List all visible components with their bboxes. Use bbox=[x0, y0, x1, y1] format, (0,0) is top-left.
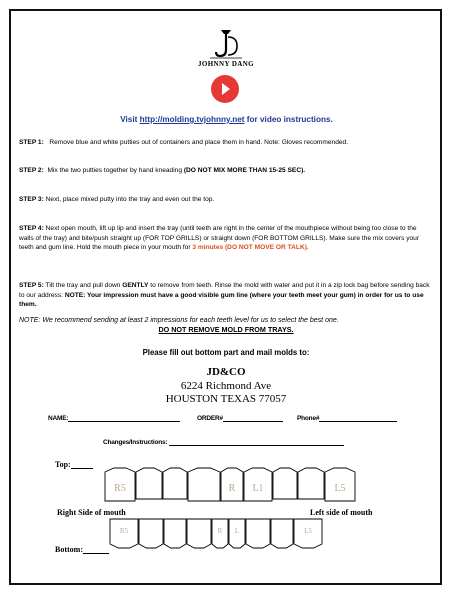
bottom-tooth[interactable] bbox=[294, 519, 322, 548]
mail-instructions: Please fill out bottom part and mail molds to: bbox=[142, 348, 310, 357]
bottom-row-label bbox=[55, 545, 109, 554]
bottom-tooth-label: L5 bbox=[304, 527, 312, 535]
video-link[interactable]: http://molding.tvjohnny.net bbox=[139, 115, 245, 124]
step-2-warning: (DO NOT MIX MORE THAN 15-25 SEC). bbox=[183, 167, 306, 174]
top-tooth-label: R bbox=[228, 483, 236, 494]
step-1-text: Remove blue and white putties out of containers and place them in hand. Note: Gloves recommended. bbox=[49, 139, 349, 146]
visit-suffix: for video instructions. bbox=[244, 115, 333, 124]
top-tooth[interactable] bbox=[105, 468, 135, 501]
step-4-label: STEP 4: bbox=[19, 225, 44, 232]
step-5-note: NOTE: Your impression must have a good visible gum line (where your teeth meet your gum) in order for us to use them. bbox=[19, 291, 424, 308]
top-tooth[interactable] bbox=[163, 468, 187, 499]
brand-name: JOHNNY DANG bbox=[197, 60, 255, 68]
address-street: 6224 Richmond Ave bbox=[180, 380, 272, 392]
bottom-tooth-label: R bbox=[217, 527, 223, 535]
youtube-play-icon[interactable] bbox=[211, 75, 239, 103]
brand-logo bbox=[196, 28, 256, 68]
top-row-label bbox=[55, 460, 93, 469]
step-5 bbox=[19, 281, 433, 310]
step-5-text-a: Tilt the tray and pull down bbox=[45, 282, 123, 289]
changes-field[interactable] bbox=[103, 438, 344, 446]
top-tooth-label: R5 bbox=[114, 483, 126, 494]
bottom-tooth[interactable] bbox=[110, 519, 138, 548]
address-company: JD&CO bbox=[206, 366, 246, 378]
do-not-remove-warning: DO NOT REMOVE MOLD FROM TRAYS. bbox=[158, 325, 294, 334]
top-tooth[interactable] bbox=[273, 468, 297, 499]
recommendation-note: NOTE: We recommend sending at least 2 impressions for each teeth level for us to select the best one. bbox=[19, 317, 339, 324]
step-5-gently: GENTLY bbox=[122, 282, 149, 289]
bottom-quantity-line[interactable] bbox=[83, 546, 109, 554]
bottom-tooth[interactable] bbox=[164, 519, 186, 548]
step-3 bbox=[19, 195, 433, 205]
top-tooth[interactable] bbox=[298, 468, 324, 499]
order-label: ORDER# bbox=[197, 415, 223, 422]
bottom-label: Bottom: bbox=[55, 545, 83, 554]
video-instructions-line bbox=[20, 115, 433, 124]
bottom-tooth[interactable] bbox=[229, 519, 245, 548]
bottom-teeth-chart bbox=[108, 518, 338, 552]
bottom-tooth[interactable] bbox=[139, 519, 163, 548]
step-3-text: Next, place mixed putty into the tray and even out the top. bbox=[45, 196, 215, 203]
step-4 bbox=[19, 224, 433, 253]
step-1 bbox=[19, 138, 433, 148]
step-5-text-b: to remove from teeth. Rinse the mold with water and put it in a zip lock bag before sending back to our address: bbox=[19, 282, 430, 299]
address-city: HOUSTON TEXAS 77057 bbox=[165, 393, 287, 405]
top-quantity-line[interactable] bbox=[71, 461, 93, 469]
step-2 bbox=[19, 166, 433, 176]
phone-input-line[interactable] bbox=[319, 414, 397, 422]
right-side-label: Right Side of mouth bbox=[57, 508, 126, 517]
name-input-line[interactable] bbox=[68, 414, 180, 422]
top-label: Top: bbox=[55, 460, 71, 469]
step-4-duration: 3 minutes (DO NOT MOVE OR TALK) bbox=[192, 244, 307, 251]
top-tooth[interactable] bbox=[136, 468, 162, 499]
visit-prefix: Visit bbox=[120, 115, 140, 124]
bottom-tooth[interactable] bbox=[246, 519, 270, 548]
step-4-text: Next open mouth, lift up lip and insert the tray (until teeth are right in the center of the mouthpiece without being too close to the walls of the tray) and bite/push straight up (FOR TOP GRILLS) or straight down (FOR BOTTOM GRILLS). Make sure the mix covers your teeth and gum line. Hold the mouth piece in your mouth for bbox=[19, 225, 420, 251]
step-4-end: . bbox=[306, 244, 309, 251]
bottom-tooth[interactable] bbox=[212, 519, 228, 548]
order-input-line[interactable] bbox=[223, 414, 283, 422]
bottom-tooth-label: L bbox=[234, 527, 240, 535]
left-side-label: Left side of mouth bbox=[310, 508, 373, 517]
top-teeth-chart bbox=[103, 467, 346, 507]
name-label: NAME: bbox=[48, 415, 69, 422]
top-tooth[interactable] bbox=[221, 468, 243, 501]
top-tooth[interactable] bbox=[188, 468, 220, 501]
step-5-label: STEP 5: bbox=[19, 282, 44, 289]
phone-field[interactable] bbox=[297, 414, 397, 422]
top-tooth-label: L5 bbox=[334, 483, 346, 494]
step-1-label: STEP 1: bbox=[19, 139, 44, 146]
top-tooth[interactable] bbox=[244, 468, 272, 501]
name-field[interactable] bbox=[48, 414, 180, 422]
bottom-tooth[interactable] bbox=[187, 519, 211, 548]
step-3-label: STEP 3: bbox=[19, 196, 44, 203]
bottom-tooth-label: R5 bbox=[119, 527, 129, 535]
phone-label: Phone# bbox=[297, 415, 320, 422]
jd-monogram-icon bbox=[206, 28, 246, 60]
top-tooth-label: L1 bbox=[252, 483, 264, 494]
step-2-text: Mix the two putties together by hand kneading bbox=[47, 167, 184, 174]
bottom-tooth[interactable] bbox=[271, 519, 293, 548]
top-tooth[interactable] bbox=[325, 468, 355, 501]
step-2-label: STEP 2: bbox=[19, 167, 44, 174]
order-field[interactable] bbox=[197, 414, 283, 422]
changes-label: Changes/Instructions: bbox=[103, 439, 168, 446]
changes-input-line[interactable] bbox=[169, 438, 344, 446]
